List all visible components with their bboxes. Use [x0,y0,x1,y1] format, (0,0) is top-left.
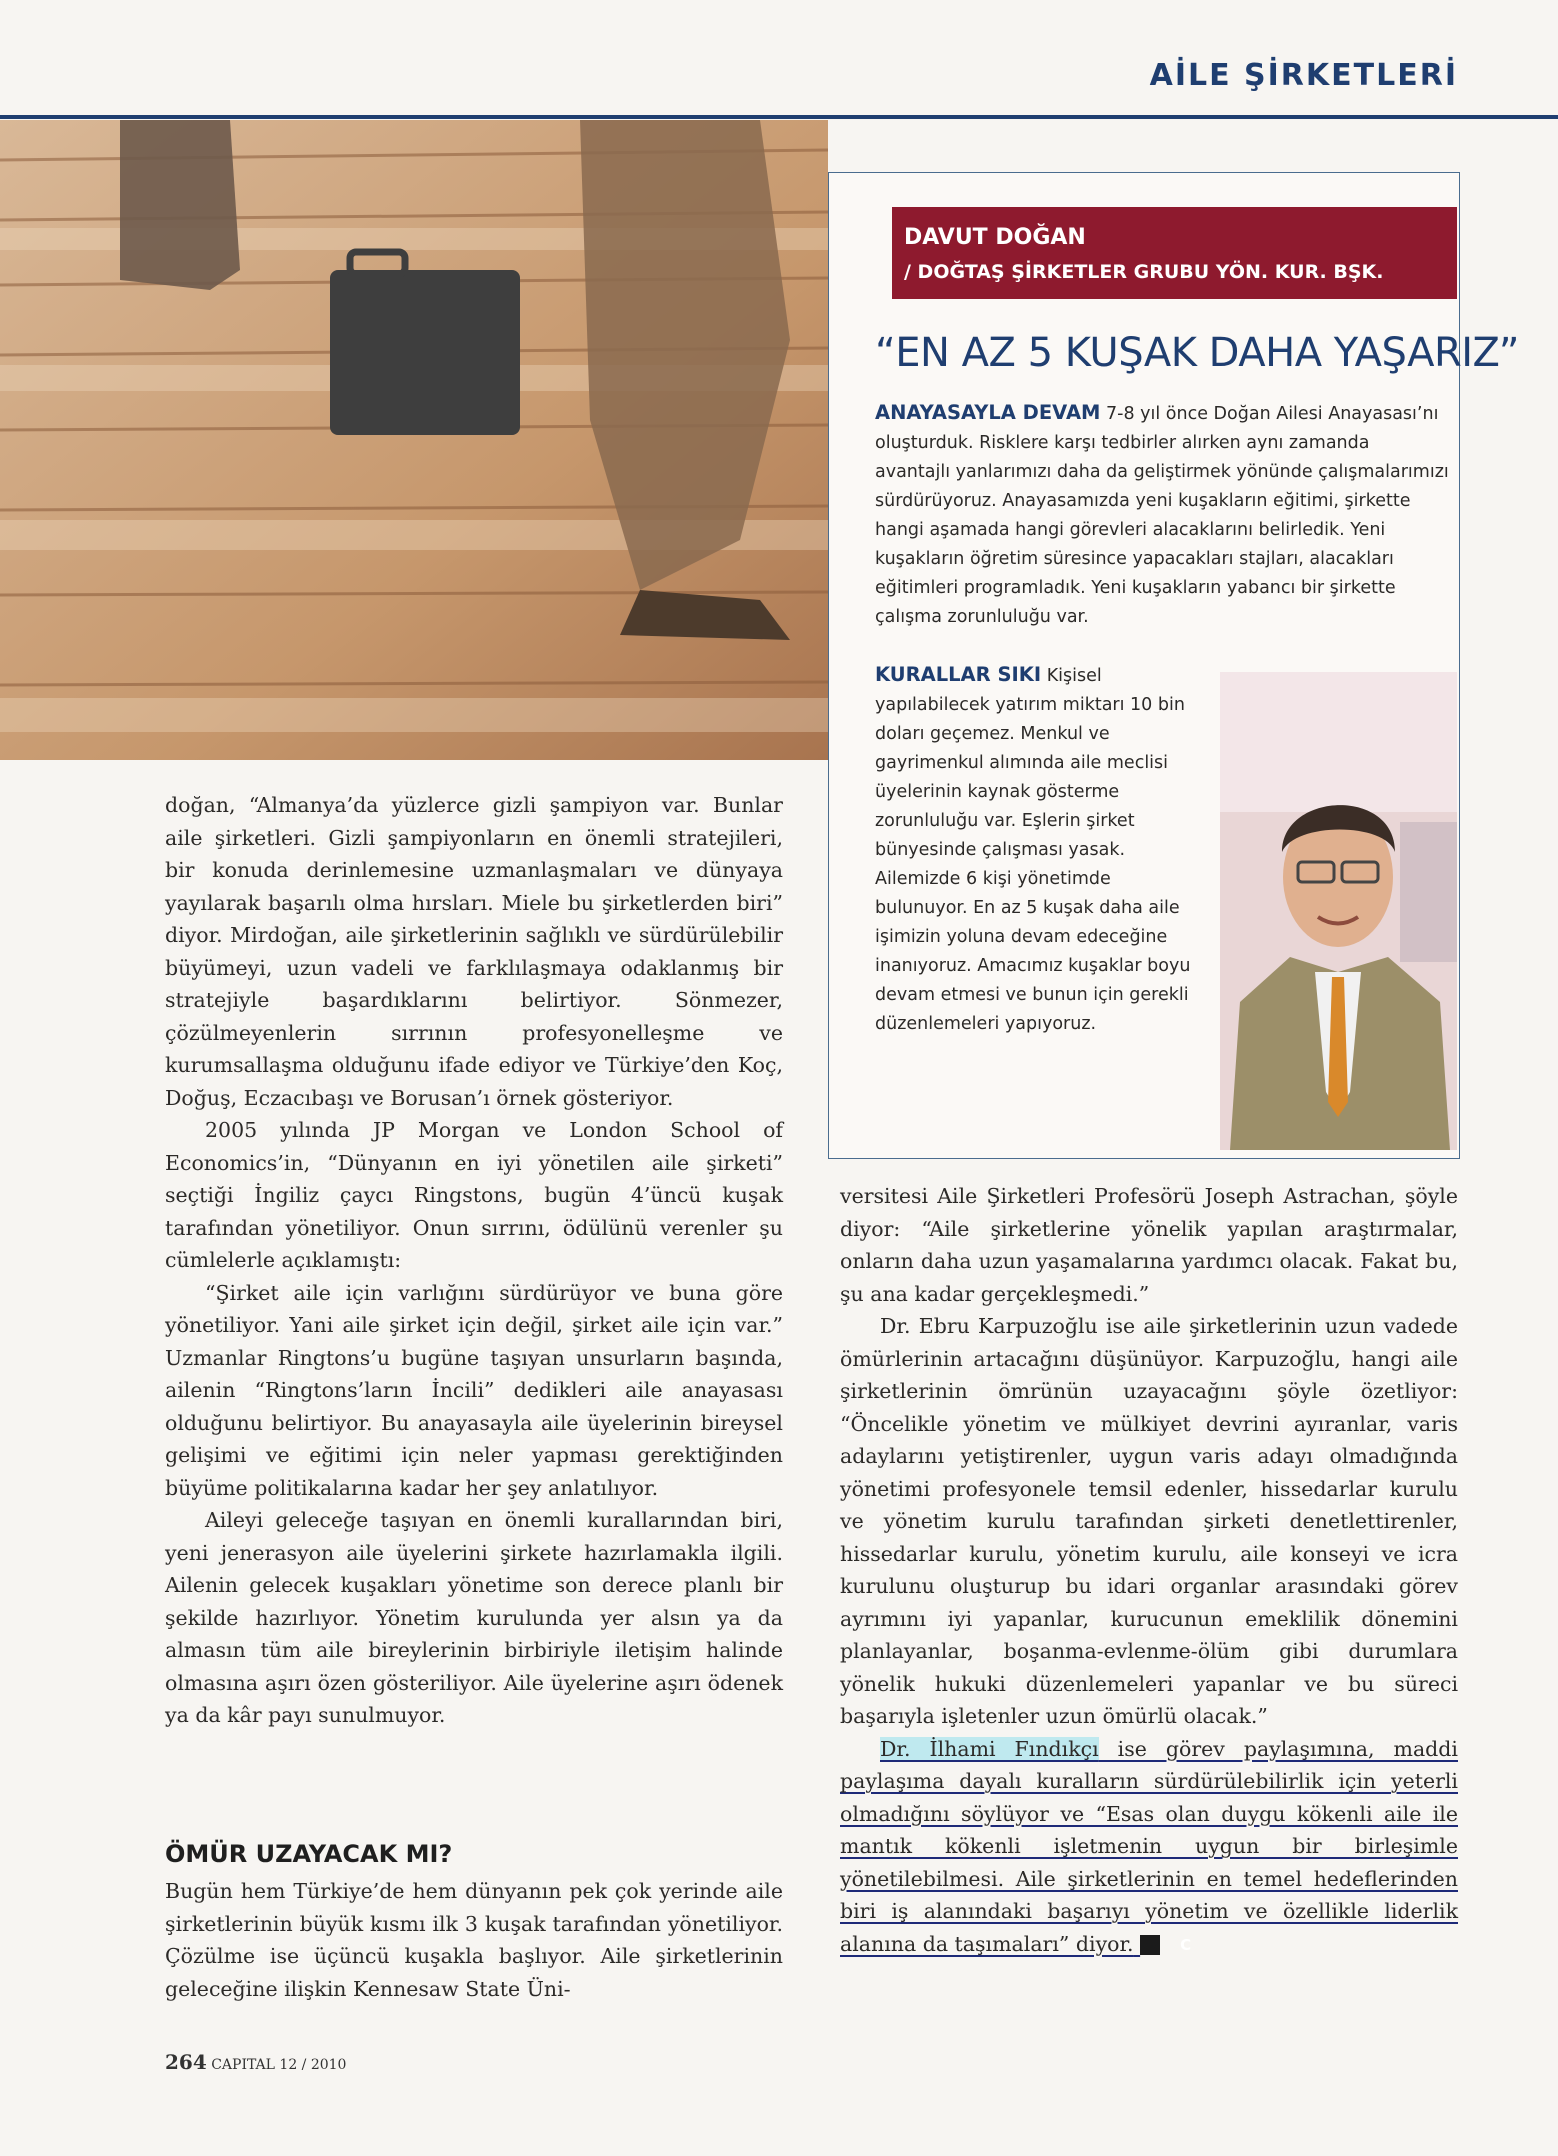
left-paragraph-4: Aileyi geleceğe taşıyan en önemli kurallarından biri, yeni jenerasyon aile üyelerini şirkete hazırlamakla ilgili. Ailenin gelecek kuşakları yönetime son derece planlı bir şekilde hazırlıyor. Yönetim kurulunda yer alsın ya da almasın tüm aile bireylerinin birbiriyle iletişim halinde olmasına aşırı özen gösteriliyor. Aile üyelerine aşırı ödenek ya da kâr payı sunulmuyor. [165,1508,783,1727]
right-paragraph-3-underlined [840,1733,1458,1961]
sidebar-keyword-2: KURALLAR SIKI [875,663,1042,686]
publication-info: CAPITAL 12 / 2010 [211,2057,347,2073]
sidebar-headline: “EN AZ 5 KUŞAK DAHA YAŞARIZ” [875,330,1519,376]
interviewee-title: / DOĞTAŞ ŞİRKETLER GRUBU YÖN. KUR. BŞK. [904,261,1384,283]
sidebar-paragraph-2 [875,660,1205,1039]
highlighted-name: Dr. İlhami Fındıkçı [880,1736,1099,1761]
page-number: 264 [165,2050,207,2074]
right-paragraph-1: versitesi Aile Şirketleri Profesörü Joseph Astrachan, şöyle diyor: “Aile şirketlerine yönelik yapılan araştırmalar, onların daha uzun yaşamalarına yardımcı olacak. Fakat bu, şu ana kadar gerçekleşmedi.” [840,1184,1458,1306]
sidebar-text-1: 7-8 yıl önce Doğan Ailesi Anayasası’nı oluşturduk. Risklere karşı tedbirler alırken aynı zamanda avantajlı yanlarımızı daha da geliştirmek yönünde çalışmalarımızı sürdürüyoruz. Anayasamızda yeni kuşakların eğitimi, şirkette hangi aşamada hangi görevleri alacaklarını belirledik. Yeni kuşakların öğretim süresince yapacakları stajları, alacakları eğitimleri programladık. Yeni kuşakların yabancı bir şirkette çalışma zorunluluğu var. [875,404,1449,627]
right-column [840,1180,1458,1960]
top-rule [0,115,1558,119]
left-paragraph-5: Bugün hem Türkiye’de hem dünyanın pek çok yerinde aile şirketlerinin büyük kısmı ilk 3 kuşak tarafından yönetiliyor. Çözülme ise üçüncü kuşakla başlıyor. Aile şirketlerinin geleceğine ilişkin Kennesaw State Üni- [165,1879,783,2001]
interviewee-name: DAVUT DOĞAN [904,225,1086,250]
right-paragraph-3-text: ise görev paylaşımına, maddi paylaşıma dayalı kuralların sürdürülebilirlik için yeterli olmadığını söylüyor ve “Esas olan duygu kökenli aile ile mantık kökenli işletmenin uygun bir birleşimle yönetilebilmesi. Aile şirketlerinin en temel hedeflerinden biri iş alanındaki başarıyı yönetim ve özellikle liderlik alanına da taşımaları” diyor. [840,1736,1458,1956]
sidebar-keyword-1: ANAYASAYLA DEVAM [875,401,1101,424]
section-label: AİLE ŞİRKETLERİ [1149,58,1458,93]
sidebar-text-2: Kişisel yapılabilecek yatırım miktarı 10 bin doları geçemez. Menkul ve gayrimenkul alımında aile meclisi üyelerinin kaynak gösterme zorunluluğu var. Eşlerin şirket bünyesinde çalışması yasak. Ailemizde 6 kişi yönetimde bulunuyor. En az 5 kuşak daha aile işimizin yoluna devam edeceğine inanıyoruz. Amacımız kuşaklar boyu devam etmesi ve bunun için gerekli düzenlemeleri yapıyoruz. [875,666,1191,1034]
left-column-bottom [165,1875,783,2005]
left-column [165,789,783,1732]
section-subheading: ÖMÜR UZAYACAK MI? [165,1840,453,1868]
right-paragraph-2: Dr. Ebru Karpuzoğlu ise aile şirketlerinin uzun vadede ömürlerinin artacağını düşünüyor. Karpuzoğlu, hangi aile şirketlerinin ömrünün uzayacağını şöyle özetliyor: “Öncelikle yönetim ve mülkiyet devrini ayıranlar, varis adaylarını yetiştirenler, uygun varis adayı olmadığında yönetimi profesyonele temsil edenler, hissedarlar kurulu ve yönetim kurulu tarafından şirketi denetlettirenler, hissedarlar kurulu, yönetim kurulu, aile konseyi ve icra kurulunu oluşturup bu idari organlar arasındaki görev ayrımını iyi yapanlar, kurucunun emeklilik dönemini planlayanlar, boşanma-evlenme-ölüm gibi durumlara yönelik hukuki düzenlemeleri yapanlar ve bu süreci başarıyla işletenler uzun ömürlü olacak.” [840,1314,1458,1728]
portrait-photo [1220,672,1457,1150]
left-paragraph-1: doğan, “Almanya’da yüzlerce gizli şampiyon var. Bunlar aile şirketleri. Gizli şampiyonların en önemli stratejileri, bir konuda derinlemesine uzmanlaşmaları ve dünyaya yayılarak başarılı olma hırsları. Miele bu şirketlerden biri” diyor. Mirdoğan, aile şirketlerinin sağlıklı ve sürdürülebilir büyümeyi, uzun vadeli ve farklılaşmaya odaklanmış bir stratejiyle başardıklarını belirtiyor. Sönmezer, çözülmeyenlerin sırrının profesyonelleşme ve kurumsallaşma olduğunu ifade ediyor ve Türkiye’den Koç, Doğuş, Eczacıbaşı ve Borusan’ı örnek gösteriyor. [165,793,783,1110]
capital-end-mark-icon: C [1140,1935,1160,1955]
page-footer [165,2050,346,2074]
name-banner [892,207,1457,299]
left-paragraph-3: “Şirket aile için varlığını sürdürüyor ve buna göre yönetiliyor. Yani aile şirket için değil, şirket aile için var.” Uzmanlar Ringtons’u bugüne taşıyan unsurların başında, ailenin “Ringtons’ların İncili” dedikleri aile anayasası olduğunu belirtiyor. Bu anayasayla aile üyelerinin bireysel gelişimi ve eğitimi için neler yapması gerektiğinden büyüme politikalarına kadar her şey anlatılıyor. [165,1280,783,1500]
stairs-businessman-photo [0,120,828,760]
left-paragraph-2: 2005 yılında JP Morgan ve London School of Economics’in, “Dünyanın en iyi yönetilen aile şirketi” seçtiği İngiliz çaycı Ringstons, bugün 4’üncü kuşak tarafından yönetiliyor. Onun sırrını, ödülünü verenler şu cümlelerle açıklamıştı: [165,1118,783,1272]
sidebar-paragraph-1 [875,398,1450,632]
